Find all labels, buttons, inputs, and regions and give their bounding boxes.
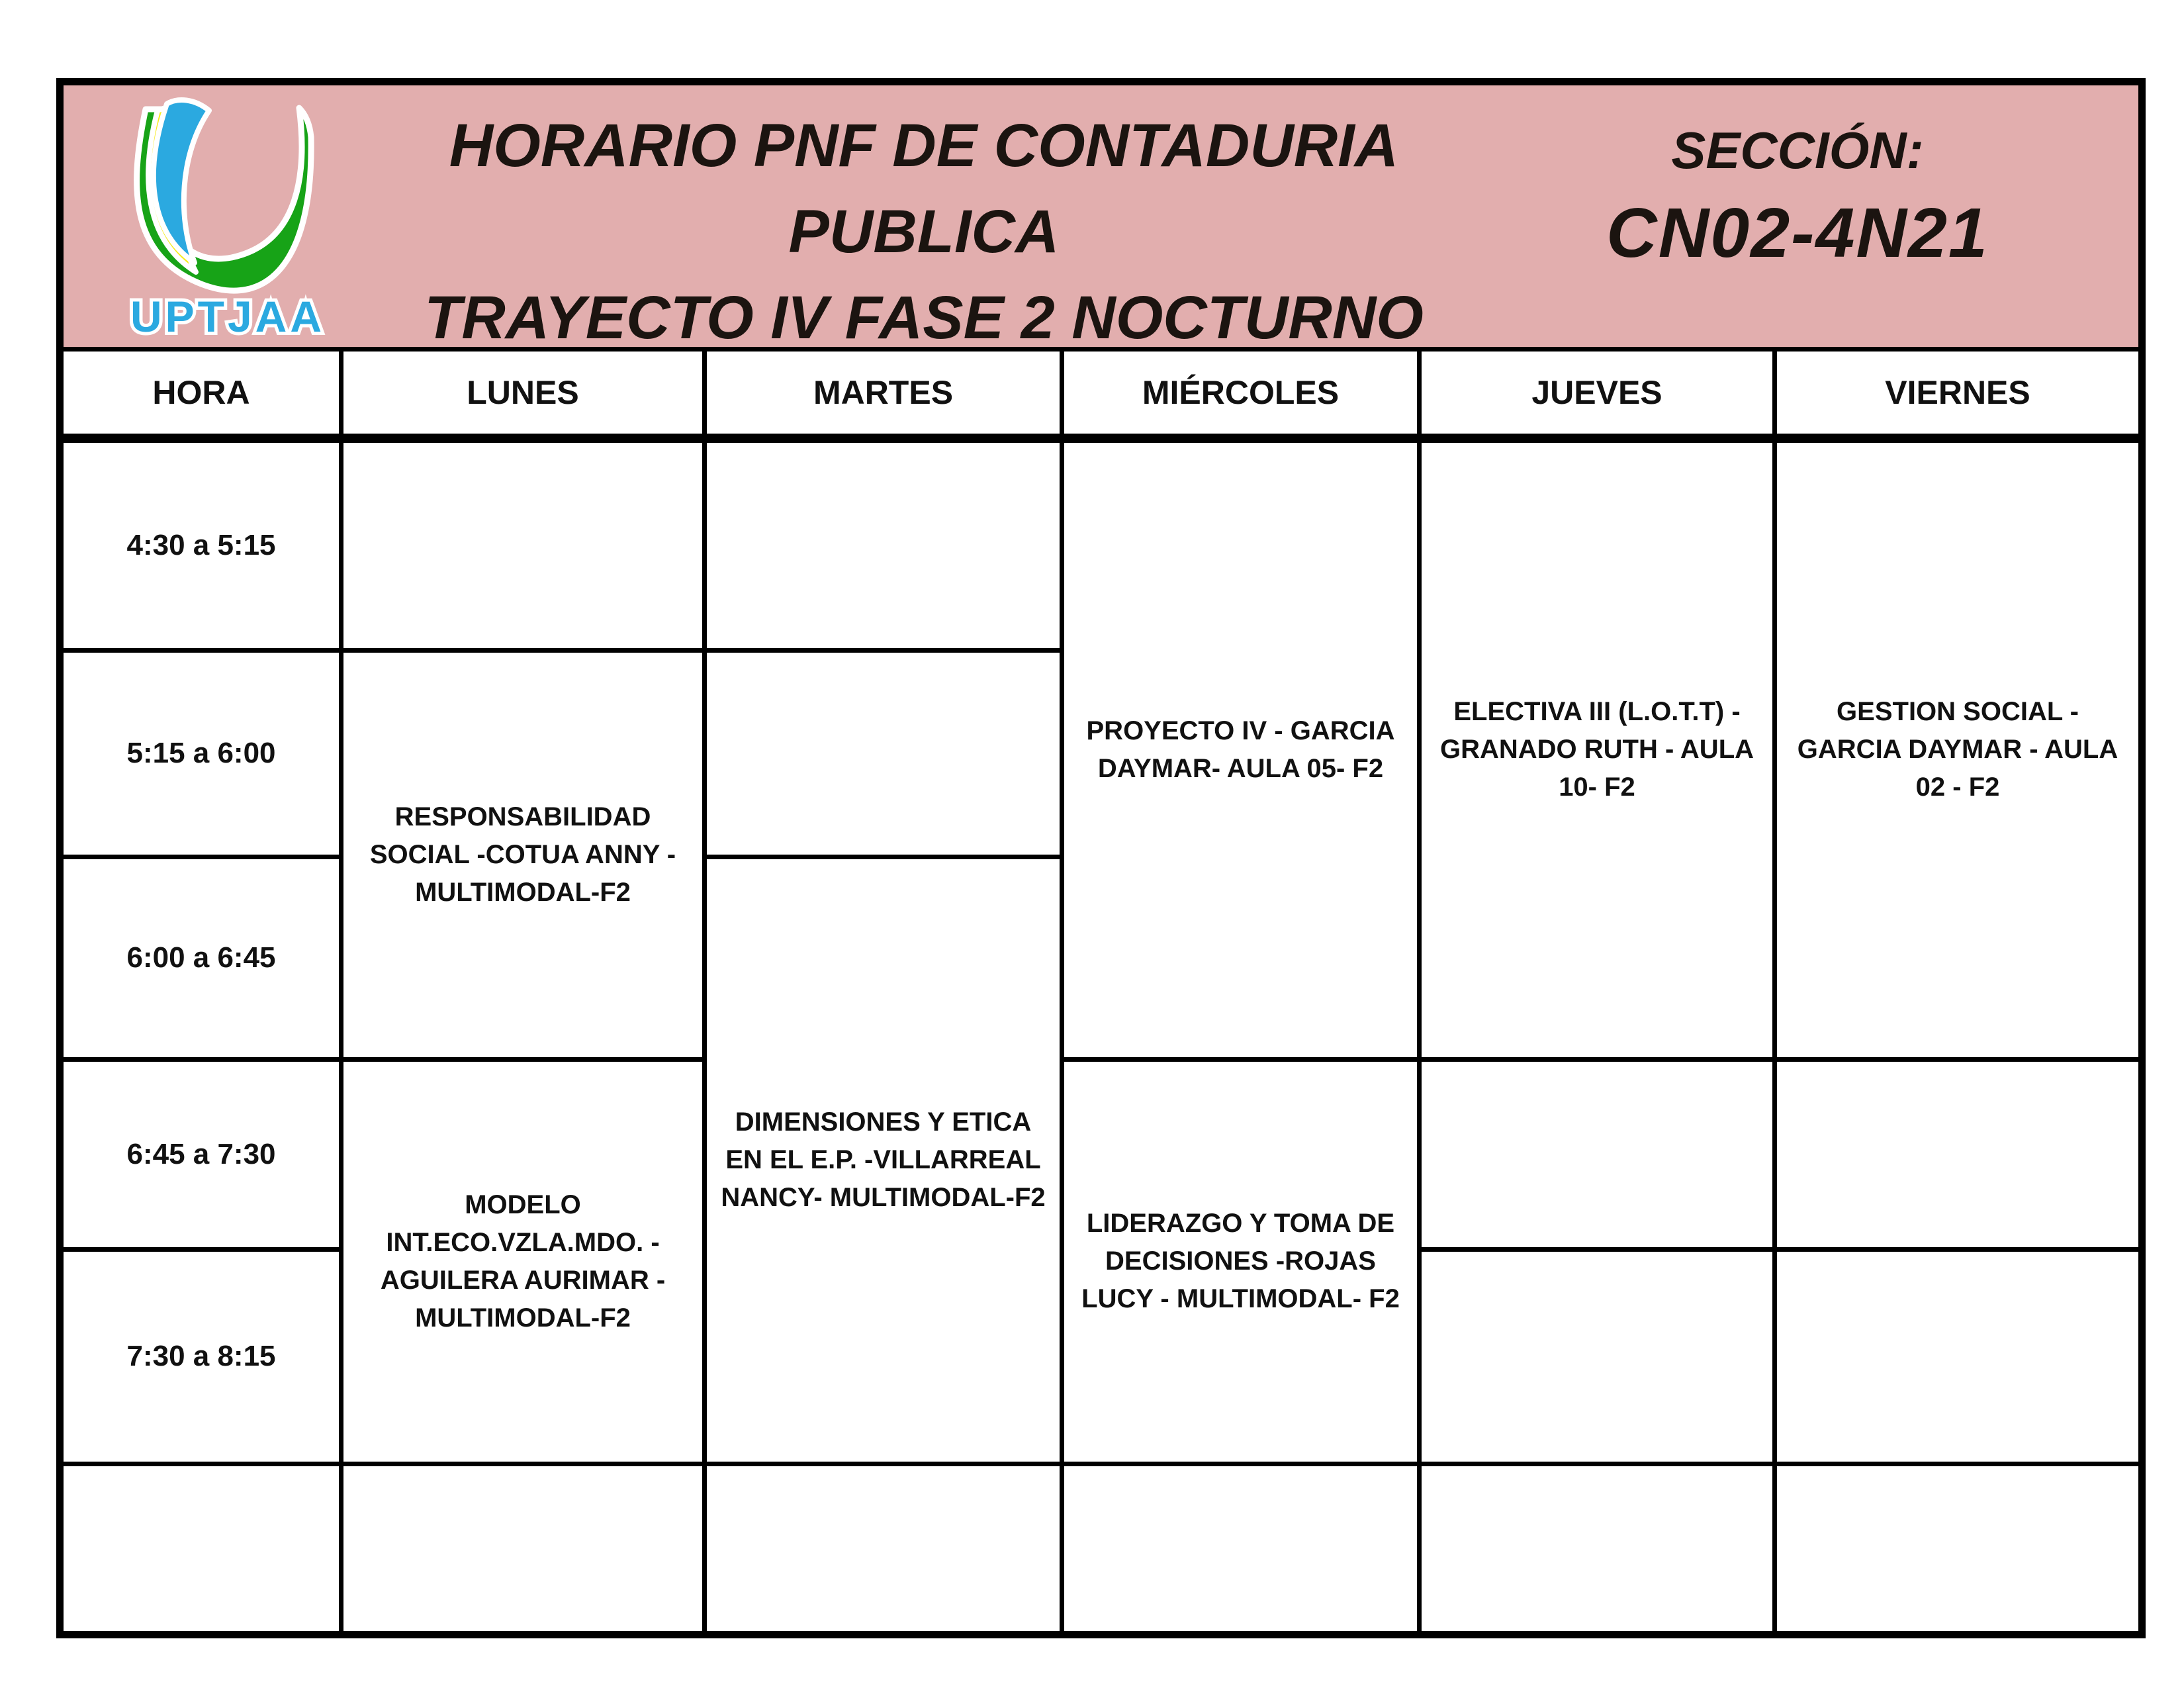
section-code: CN02-4N21 xyxy=(1606,194,1989,272)
cell-jueves-645 xyxy=(1420,1059,1775,1249)
row-430-515 xyxy=(60,438,2142,650)
time-slot-645-730: 6:45 a 7:30 xyxy=(60,1059,341,1249)
day-header-row xyxy=(60,350,2142,439)
row-empty-last xyxy=(60,1464,2142,1634)
title-line-1: HORARIO PNF DE CONTADURIA xyxy=(449,112,1399,179)
cell-lunes-responsabilidad-social: RESPONSABILIDAD SOCIAL -COTUA ANNY - MULTIMODAL-F2 xyxy=(341,650,705,1059)
uptjaa-logo xyxy=(102,91,353,346)
cell-martes-last xyxy=(705,1464,1062,1634)
col-header-martes: MARTES xyxy=(705,350,1062,439)
col-header-lunes: LUNES xyxy=(341,350,705,439)
cell-martes-dimensiones-etica: DIMENSIONES Y ETICA EN EL E.P. -VILLARREAL NANCY- MULTIMODAL-F2 xyxy=(705,857,1062,1464)
cell-lunes-430 xyxy=(341,438,705,650)
time-slot-600-645: 6:00 a 6:45 xyxy=(60,857,341,1059)
title-line-2: PUBLICA xyxy=(788,198,1060,265)
cell-miercoles-liderazgo: LIDERAZGO Y TOMA DE DECISIONES -ROJAS LUCY - MULTIMODAL- F2 xyxy=(1062,1059,1420,1464)
section-label: SECCIÓN: xyxy=(1671,121,1924,179)
col-header-hora: HORA xyxy=(60,350,341,439)
row-645-730 xyxy=(60,1059,2142,1249)
cell-hora-last xyxy=(60,1464,341,1634)
banner xyxy=(60,82,2142,350)
cell-martes-515 xyxy=(705,650,1062,857)
cell-lunes-modelo-int-eco: MODELO INT.ECO.VZLA.MDO. - AGUILERA AURIMAR - MULTIMODAL-F2 xyxy=(341,1059,705,1464)
cell-viernes-gestion-social: GESTION SOCIAL - GARCIA DAYMAR - AULA 02 - F2 xyxy=(1775,438,2142,1059)
cell-miercoles-proyecto-iv: PROYECTO IV - GARCIA DAYMAR- AULA 05- F2 xyxy=(1062,438,1420,1059)
time-slot-515-600: 5:15 a 6:00 xyxy=(60,650,341,857)
cell-jueves-730 xyxy=(1420,1249,1775,1464)
time-slot-430-515: 4:30 a 5:15 xyxy=(60,438,341,650)
banner-inner xyxy=(64,85,2138,352)
schedule-title xyxy=(408,103,1440,361)
cell-jueves-last xyxy=(1420,1464,1775,1634)
uptjaa-logo-graphic xyxy=(102,91,353,346)
section-block xyxy=(1506,113,2089,279)
col-header-miercoles: MIÉRCOLES xyxy=(1062,350,1420,439)
cell-viernes-last xyxy=(1775,1464,2142,1634)
cell-lunes-last xyxy=(341,1464,705,1634)
col-header-jueves: JUEVES xyxy=(1420,350,1775,439)
cell-martes-430 xyxy=(705,438,1062,650)
cell-viernes-730 xyxy=(1775,1249,2142,1464)
cell-viernes-645 xyxy=(1775,1059,2142,1249)
logo-wordmark: UPTJAA xyxy=(130,292,326,341)
col-header-viernes: VIERNES xyxy=(1775,350,2142,439)
title-line-3: TRAYECTO IV FASE 2 NOCTURNO xyxy=(424,284,1424,352)
schedule-table xyxy=(56,78,2146,1638)
time-slot-730-815: 7:30 a 8:15 xyxy=(60,1249,341,1464)
cell-miercoles-last xyxy=(1062,1464,1420,1634)
cell-jueves-electiva-iii: ELECTIVA III (L.O.T.T) - GRANADO RUTH - AULA 10- F2 xyxy=(1420,438,1775,1059)
banner-row xyxy=(60,82,2142,350)
